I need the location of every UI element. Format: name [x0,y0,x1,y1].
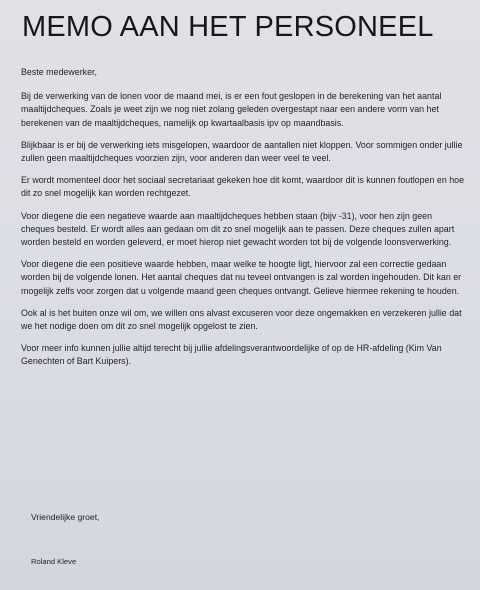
memo-title: MEMO AAN HET PERSONEEL [22,11,434,43]
memo-body [21,66,466,378]
memo-greeting: Beste medewerker, [21,67,97,77]
memo-paragraph-2: Blijkbaar is er bij de verwerking iets misgelopen, waardoor de aantallen niet kloppen. Voor sommigen onder jullie zullen geen maaltijdcheques voorzien zijn, voor anderen dan weer veel te veel. [21,139,463,164]
memo-closing: Vriendelijke groet, [31,512,100,522]
memo-signature: Roland Kleve [31,557,77,566]
memo-paragraph-5: Voor diegene die een positieve waarde hebben, maar welke te hoogte ligt, hiervoor zal een correctie gedaan worden bij de volgende lonen. Het aantal cheques dat nu teveel ontvangen is zal worden ingehouden. Dit kan er mogelijk zelfs voor zorgen dat u volgende maand geen cheques ontvangt. Gelieve hiermee rekening te houden. [21,259,462,296]
memo-paragraph-7: Voor meer info kunnen jullie altijd terecht bij jullie afdelingsverantwoordelijke of op de HR-afdeling (Kim Van Genechten of Bart Kuipers). [21,343,442,367]
memo-paragraph-6: Ook al is het buiten onze wil om, we willen ons alvast excuseren voor deze ongemakken en verzekeren jullie dat we het nodige doen om dit zo snel mogelijk opgelost te zien. [21,307,462,332]
memo-paragraph-1: Bij de verwerking van de lonen voor de maand mei, is er een fout geslopen in de berekening van het aantal maaltijdcheques. Zoals je weet zijn we nog niet zolang geleden overgestapt naar een andere vorm van het berekenen van de maaltijdcheques, namelijk op kwartaalbasis ipv op maandbasis. [21,91,442,128]
memo-paragraph-4: Voor diegene die een negatieve waarde aan maaltijdcheques hebben staan (bijv -31), voor hen zijn geen cheques besteld. Er wordt alles aan gedaan om dit zo snel mogelijk aan te passen. Deze cheques zullen apart worden besteld en worden geleverd, er moet hierop niet gewacht worden tot bij de volgende loonsverwerking. [21,210,455,248]
memo-paragraph-3: Er wordt momenteel door het sociaal secretariaat gekeken hoe dit komt, waardoor dit is kunnen foutlopen en hoe dit zo snel mogelijk kan worden rechtgezet. [21,175,465,199]
